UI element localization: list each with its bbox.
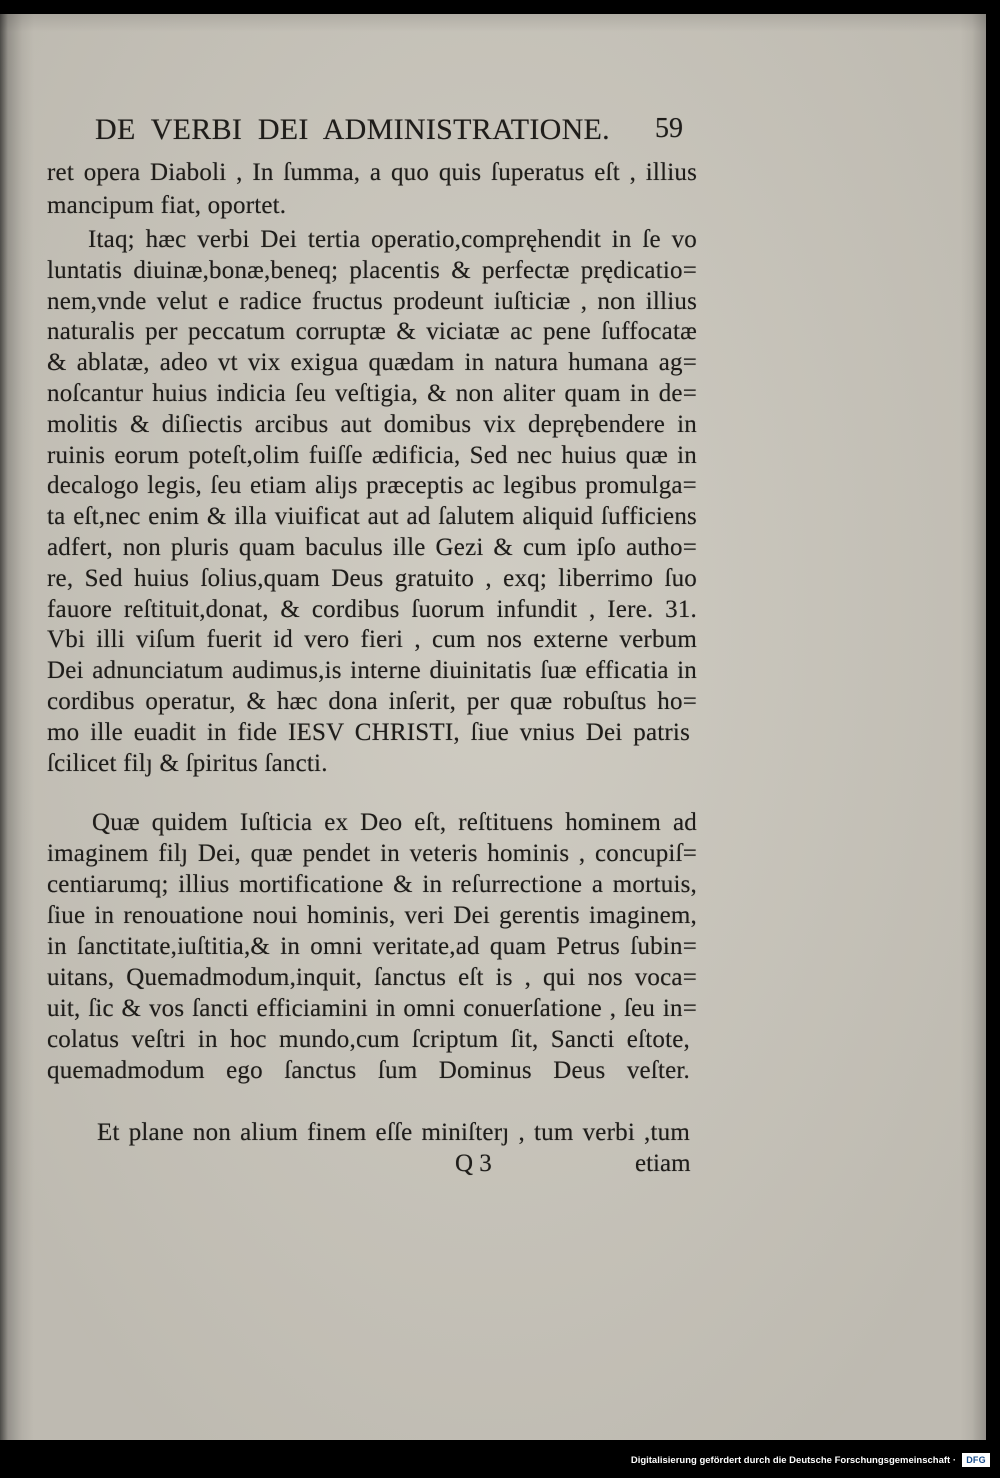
text-line: mancipum fiat, oportet. [47,192,287,219]
text-line: Dei adnunciatum audimus,is interne diuinitatis ſuæ efficatia in [47,657,697,685]
text-line: ret opera Diaboli , In ſumma, a quo quis ſuperatus eſt , illius [47,159,697,186]
text-line: mo ille euadit in fide IESV CHRISTI, ſiue vnius Dei patris [47,718,690,746]
text-line: fauore reſtituit,donat, & cordibus ſuorum infundit , Iere. 31. [47,595,697,623]
text-line: uit, ſic & vos ſancti efficiamini in omni conuerſatione , ſeu in= [47,995,697,1022]
text-line: naturalis per peccatum corruptæ & viciatæ ac pene ſuffocatæ [47,318,697,346]
text-line: ruinis eorum poteſt,olim fuiſſe ædificia, Sed nec huius quæ in [47,441,697,469]
paragraph [47,1117,690,1148]
text-line: Quæ quidem Iuſticia ex Deo eſt, reſtituens hominem ad [92,809,697,836]
text-line: nem,vnde velut e radice fructus prodeunt iuſticiæ , non illius [47,287,697,315]
page-number: 59 [655,113,683,144]
text-line: Et plane non alium finem eſſe miniſterȷ , tum verbi ,tum [97,1119,690,1146]
paragraph [47,225,697,779]
text-line: cordibus operatur, & hæc dona inſerit, per quæ robuſtus ho= [47,687,697,715]
text-line: Vbi illi viſum fuerit id vero fieri , cum nos externe verbum [47,626,697,654]
text-line: luntatis diuinæ,bonæ,beneq; placentis & perfectæ prędicatio= [47,256,697,284]
text-line: centiarumq; illius mortificatione & in reſurrectione a mortuis, [47,871,697,898]
text-line: adfert, non pluris quam baculus ille Gezi & cum ipſo autho= [47,533,697,561]
paragraph [47,807,697,1086]
text-line: ta eſt,nec enim & illa viuificat aut ad ſalutem aliquid ſufficiens [47,503,697,531]
text-line: quemadmodum ego ſanctus ſum Dominus Deus veſter. [47,1057,690,1084]
signature-mark: Q 3 [455,1150,492,1177]
text-line: imaginem filȷ Dei, quæ pendet in veteris hominis , concupiſ= [47,840,697,867]
running-title: DE VERBI DEI ADMINISTRATIONE. [95,113,610,146]
catchword: etiam [635,1150,691,1177]
text-line: molitis & diſiectis arcibus aut domibus vix deprębendere in [47,410,697,438]
dfg-logo: DFG [962,1453,990,1467]
text-line: ſcilicet filȷ & ſpiritus ſancti. [47,749,328,777]
text-line: uitans, Quemadmodum,inquit, ſanctus eſt is , qui nos voca= [47,964,697,991]
text-line: colatus veſtri in hoc mundo,cum ſcriptum ſit, Sancti eſtote, [47,1026,690,1053]
text-line: Itaq; hæc verbi Dei tertia operatio,compręhendit in ſe vo [88,226,697,253]
digitization-credit: Digitalisierung gefördert durch die Deutsche Forschungsgemeinschaft · [630,1455,956,1466]
text-line: & ablatæ, adeo vt vix exigua quædam in natura humana ag= [47,349,697,377]
text-line: decalogo legis, ſeu etiam aliȷs præceptis ac legibus promulga= [47,472,697,500]
text-line: ſiue in renouatione noui hominis, veri Dei gerentis imaginem, [47,902,697,929]
text-line: noſcantur huius indicia ſeu veſtigia, & non aliter quam in de= [47,379,697,407]
text-line: in ſanctitate,iuſtitia,& in omni veritate,ad quam Petrus ſubin= [47,933,697,960]
paragraph [47,156,697,222]
text-line: re, Sed huius ſolius,quam Deus gratuito , exq; liberrimo ſuo [47,564,697,592]
